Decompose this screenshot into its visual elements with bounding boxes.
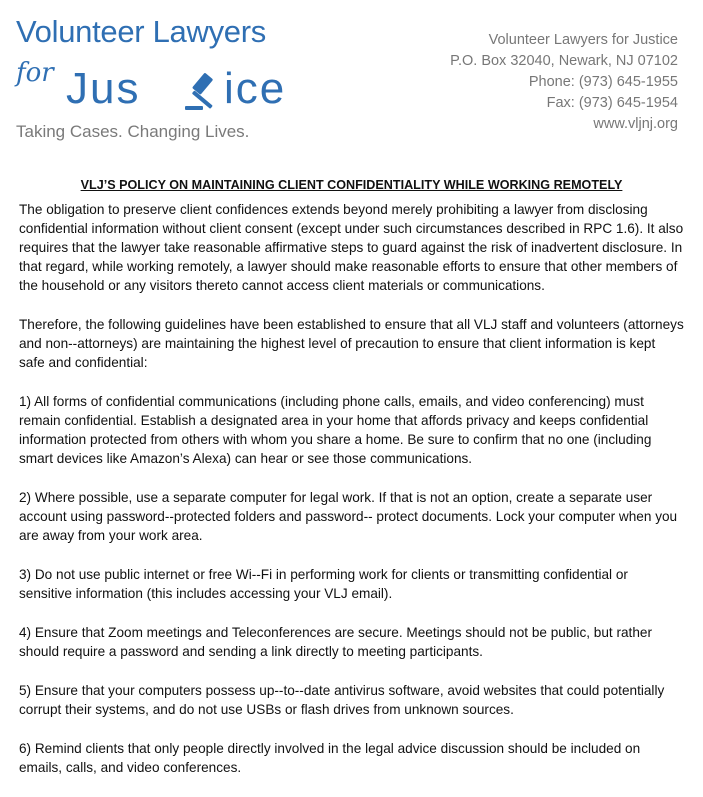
guideline-2: 2) Where possible, use a separate computer for legal work. If that is not an option, create a separate user account using password--protected folders and password-- protect documents. Lock your computer when you are away from your work area. bbox=[19, 490, 678, 543]
logo-tagline: Taking Cases. Changing Lives. bbox=[16, 122, 250, 141]
document-body bbox=[19, 200, 684, 797]
address-phone: Phone: (973) 645-1955 bbox=[528, 74, 678, 90]
logo-line-volunteer-lawyers: Volunteer Lawyers bbox=[16, 14, 266, 49]
document-title: VLJ’S POLICY ON MAINTAINING CLIENT CONFIDENTIALITY WHILE WORKING REMOTELY bbox=[80, 178, 623, 192]
gavel-icon bbox=[183, 72, 223, 112]
address-website[interactable]: www.vljnj.org bbox=[593, 116, 678, 132]
logo-ice: ice bbox=[224, 64, 287, 113]
guideline-6: 6) Remind clients that only people directly involved in the legal advice discussion should be included on emails, calls, and video conferences. bbox=[19, 741, 641, 775]
logo-for: for bbox=[16, 58, 54, 88]
guidelines-intro: Therefore, the following guidelines have been established to ensure that all VLJ staff and volunteers (attorneys and non--attorneys) are maintaining the highest level of precaution to ensure that client information is kept safe and confidential: bbox=[19, 317, 684, 370]
logo-jus: Jus bbox=[66, 64, 141, 113]
address-block bbox=[450, 30, 678, 135]
guideline-5: 5) Ensure that your computers possess up--to--date antivirus software, avoid websites that could potentially corrupt their systems, and do not use USBs or flash drives from unknown sources. bbox=[19, 683, 665, 717]
address-po-box: P.O. Box 32040, Newark, NJ 07102 bbox=[450, 53, 678, 69]
address-org-name: Volunteer Lawyers for Justice bbox=[488, 32, 678, 48]
guideline-3: 3) Do not use public internet or free Wi--Fi in performing work for clients or transmitting confidential or sensitive information (this includes accessing your VLJ email). bbox=[19, 567, 628, 601]
guideline-1: 1) All forms of confidential communications (including phone calls, emails, and video conferencing) must remain confidential. Establish a designated area in your home that affords privacy and keeps confidential information protected from others with whom you share a home. Be sure to confirm that no one (including smart devices like Amazon’s Alexa) can hear or see those communications. bbox=[19, 394, 652, 466]
address-fax: Fax: (973) 645-1954 bbox=[546, 95, 678, 111]
guideline-4: 4) Ensure that Zoom meetings and Teleconferences are secure. Meetings should not be public, but rather should require a password and sending a link directly to meeting participants. bbox=[19, 625, 652, 659]
intro-paragraph: The obligation to preserve client confidences extends beyond merely prohibiting a lawyer from disclosing confidential information without client consent (except under such circumstances described in RPC 1.6). It also requires that the lawyer take reasonable affirmative steps to guard against the risk of inadvertent disclosure. In that regard, while working remotely, a lawyer should make reasonable efforts to ensure that other members of the household or any visitors thereto cannot access client materials or communications. bbox=[19, 202, 684, 293]
vlj-logo bbox=[16, 14, 306, 144]
